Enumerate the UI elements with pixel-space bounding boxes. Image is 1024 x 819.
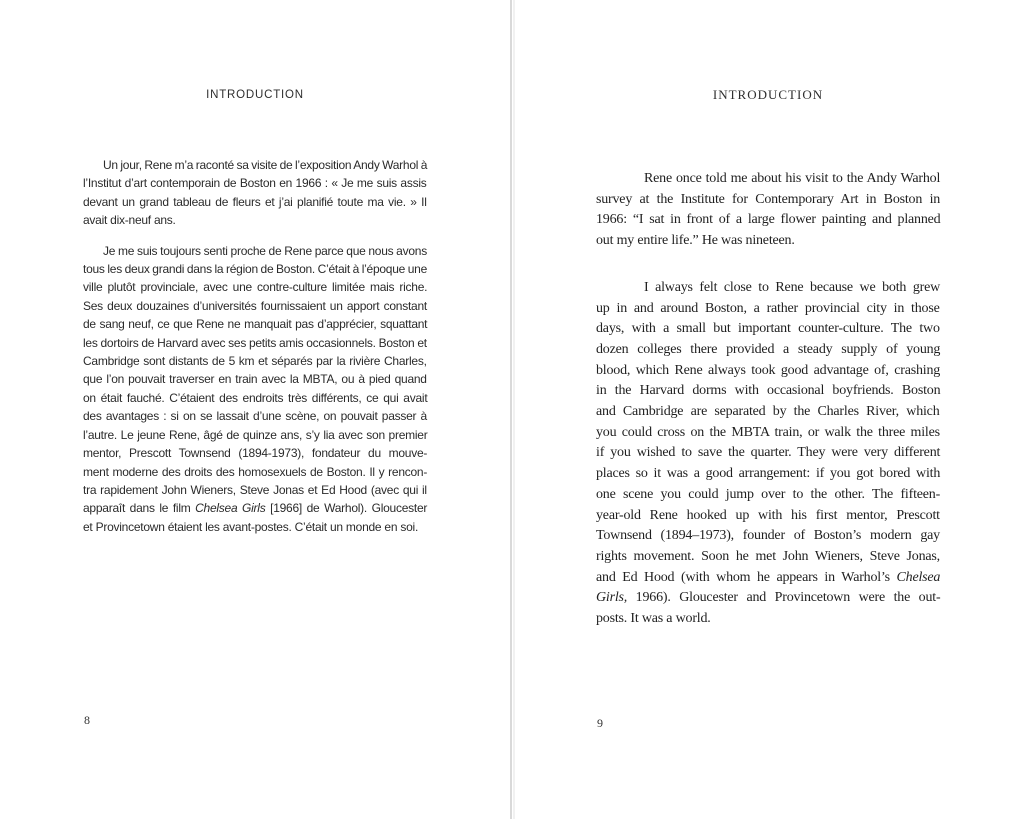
paragraph bbox=[596, 278, 940, 630]
text-line: out my entire life.” He was nineteen. bbox=[596, 233, 795, 249]
text-line: survey at the Institute for Contemporary Art in Boston in bbox=[596, 191, 941, 207]
text-line: Un jour, Rene m’a raconté sa visite de l’exposition Andy Warhol à bbox=[103, 158, 428, 172]
page-title: INTRODUCTION bbox=[206, 89, 304, 101]
text-line: rights movement. Soon he met John Wieners, Steve Jonas, bbox=[596, 548, 940, 564]
text-line: l’autre. Le jeune Rene, âgé de quinze ans, s’y lia avec son premier bbox=[83, 427, 428, 442]
text-line: tra rapidement John Wieners, Steve Jonas et Ed Hood (avec qui il bbox=[83, 482, 427, 497]
text-line: days, with a small but important counter-culture. The two bbox=[596, 321, 940, 337]
right-page-english bbox=[596, 0, 940, 819]
left-page-french bbox=[83, 0, 427, 819]
text-line: avait dix-neuf ans. bbox=[83, 213, 176, 228]
text-line: places so it was a good arrangement: if you got bored with bbox=[596, 466, 941, 482]
text-line: 1966: “I sat in front of a large flower painting and planned bbox=[596, 212, 941, 228]
text-line: Townsend (1894–1973), founder of Boston’s modern gay bbox=[596, 528, 940, 544]
text-line: Girls, 1966). Gloucester and Provincetown were the out- bbox=[596, 590, 941, 606]
text-line: I always felt close to Rene because we both grew bbox=[644, 279, 941, 295]
text-line: l’Institut d’art contemporain de Boston en 1966 : « Je me suis assis bbox=[83, 176, 427, 191]
text-line: Rene once told me about his visit to the Andy Warhol bbox=[644, 171, 941, 186]
page-title: INTRODUCTION bbox=[712, 87, 824, 102]
text-line: devant un grand tableau de fleurs et j’ai planifié toute ma vie. » Il bbox=[83, 194, 427, 209]
text-line: tous les deux grandi dans la région de Boston. C’était à l’époque une bbox=[83, 262, 428, 277]
text-line: you could cross on the MBTA train, or walk the three miles bbox=[596, 424, 940, 440]
text-line: les dortoirs de Harvard avec ses petits amis occasionnels. Boston et bbox=[83, 335, 427, 350]
page-number: 8 bbox=[84, 713, 90, 727]
page-gutter-divider bbox=[510, 0, 512, 819]
text-line: dozen colleges there provided a steady supply of young bbox=[596, 341, 941, 357]
text-line: ment moderne des droits des homosexuels de Boston. Il y rencon- bbox=[83, 464, 428, 479]
body-text-english bbox=[596, 169, 940, 656]
text-line: on était fauché. C’étaient des endroits très différents, ce qui avait bbox=[83, 390, 428, 405]
paragraph bbox=[596, 169, 940, 252]
text-line: Cambridge sont distants de 5 km et séparés par la rivière Charles, bbox=[83, 354, 427, 369]
text-line: et Provincetown étaient les avant-postes. C’était un monde en soi. bbox=[83, 519, 419, 534]
text-line: in the Harvard dorms with occasional boyfriends. Boston bbox=[596, 383, 941, 399]
text-line: and Ed Hood (with whom he appears in Warhol’s Chelsea bbox=[596, 569, 941, 585]
body-text-french bbox=[83, 156, 427, 548]
text-line: year-old Rene hooked up with his first mentor, Prescott bbox=[596, 507, 940, 523]
paragraph bbox=[83, 156, 427, 230]
text-line: que l’on pouvait traverser en train avec la MBTA, ou à pied quand bbox=[83, 372, 427, 387]
text-line: ville plutôt provinciale, avec une contre-culture limitée mais riche. bbox=[83, 280, 428, 295]
text-line: Ses deux douzaines d’universités fournissaient un apport constant bbox=[83, 298, 427, 313]
text-line: apparaît dans le film Chelsea Girls [1966] de Warhol). Gloucester bbox=[83, 501, 428, 516]
text-line: des avantages : si on se lassait d’une scène, on pouvait passer à bbox=[83, 409, 427, 424]
page-gutter-shadow bbox=[513, 0, 515, 819]
page-number: 9 bbox=[597, 716, 603, 730]
text-line: up in and around Boston, a rather provincial city in those bbox=[596, 300, 940, 316]
text-line: one scene you could jump over to the other. The fifteen- bbox=[596, 486, 941, 502]
text-line: posts. It was a world. bbox=[596, 611, 711, 627]
text-line: de sang neuf, ce que Rene ne manquait pas d’apprécier, squattant bbox=[83, 317, 428, 332]
text-line: if you wished to save the quarter. They were very different bbox=[596, 445, 941, 461]
text-line: mentor, Prescott Townsend (1894-1973), fondateur du mouve- bbox=[83, 446, 428, 461]
text-line: and Cambridge are separated by the Charles River, which bbox=[596, 404, 940, 420]
text-line: Je me suis toujours senti proche de Rene parce que nous avons bbox=[103, 243, 427, 258]
text-line: blood, which Rene always took good advantage of, crashing bbox=[596, 362, 941, 378]
paragraph bbox=[83, 242, 427, 537]
